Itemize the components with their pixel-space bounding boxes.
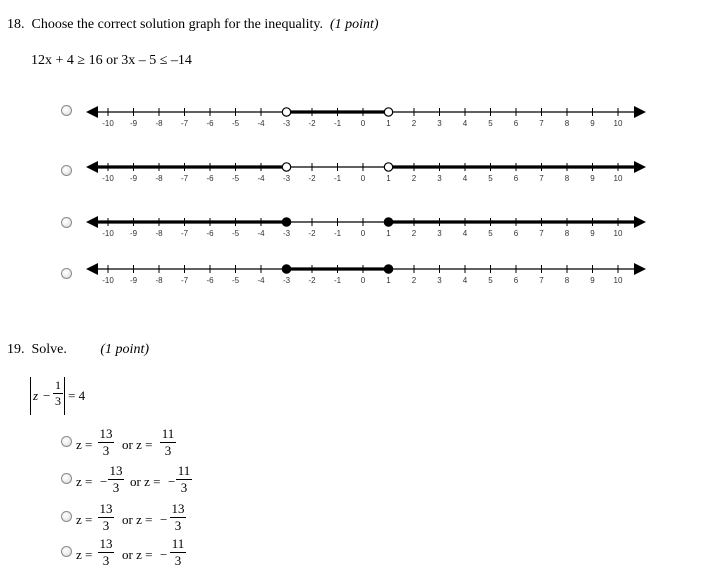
tick-label: 6: [513, 276, 519, 285]
question-19-heading: [7, 342, 149, 358]
tick-label: -6: [206, 229, 214, 238]
tick-label: -9: [129, 229, 138, 238]
tick-label: 6: [513, 229, 519, 238]
tick-label: -5: [231, 229, 240, 238]
tick-label: 5: [488, 174, 493, 183]
tick-label: -1: [333, 119, 342, 128]
radio-q19-option-4[interactable]: [61, 546, 72, 557]
tick-label: -5: [231, 174, 240, 183]
tick-label: 8: [564, 119, 570, 128]
abs-bar-left: [30, 377, 31, 415]
equation-variable: z: [33, 388, 39, 403]
radio-q19-option-2[interactable]: [61, 473, 72, 484]
question-prompt: Solve.: [31, 342, 67, 357]
tick-label: -7: [180, 229, 189, 238]
radio-q18-option-4[interactable]: [61, 268, 72, 279]
tick-label: 4: [462, 276, 468, 285]
tick-label: -3: [282, 229, 291, 238]
option-fraction-1: $\frac{13}{3}$: [109, 463, 123, 495]
tick-label: -8: [155, 174, 163, 183]
tick-label: 8: [564, 229, 570, 238]
right-endpoint-dot: [384, 265, 392, 273]
tick-label: -2: [308, 174, 316, 183]
tick-label: 4: [462, 229, 468, 238]
tick-label: -7: [180, 174, 189, 183]
tick-label: -1: [333, 276, 342, 285]
tick-label: 10: [613, 276, 623, 285]
tick-label: 6: [513, 174, 519, 183]
tick-label: 0: [360, 229, 366, 238]
question-prompt: Choose the correct solution graph for the inequality.: [31, 17, 323, 32]
number-line-option-4: [86, 259, 646, 287]
equation-fraction: [53, 378, 63, 409]
left-endpoint-dot: [282, 218, 290, 226]
tick-label: 10: [613, 229, 623, 238]
tick-label: -2: [308, 229, 316, 238]
tick-label: 1: [386, 229, 391, 238]
left-endpoint-dot: [282, 265, 290, 273]
points-label: (1 point): [329, 17, 379, 32]
tick-label: 10: [613, 119, 623, 128]
option-fraction-2: $\frac{11}{3}$: [177, 463, 191, 495]
tick-label: 8: [564, 174, 570, 183]
right-arrowhead: [634, 106, 646, 118]
tick-label: -8: [155, 229, 163, 238]
tick-label: 7: [539, 276, 544, 285]
right-arrowhead: [634, 263, 646, 275]
tick-label: 9: [590, 229, 595, 238]
tick-label: -8: [155, 119, 163, 128]
tick-label: 8: [564, 276, 570, 285]
tick-label: 3: [437, 174, 442, 183]
tick-label: -7: [180, 276, 189, 285]
tick-label: -1: [333, 174, 342, 183]
left-arrowhead: [86, 106, 98, 118]
tick-label: -7: [180, 119, 189, 128]
tick-label: -9: [129, 174, 138, 183]
tick-label: 5: [488, 119, 493, 128]
tick-label: 2: [411, 229, 417, 238]
left-arrowhead: [86, 263, 98, 275]
tick-label: 0: [360, 119, 366, 128]
option-fraction-2: $\frac{11}{3}$: [171, 536, 185, 568]
right-endpoint-dot: [384, 108, 392, 116]
tick-label: -10: [102, 229, 114, 238]
tick-label: 7: [539, 119, 544, 128]
question-number: 19.: [7, 342, 25, 357]
tick-label: -9: [129, 276, 138, 285]
inequality-expression: 12x + 4 ≥ 16 or 3x – 5 ≤ –14: [31, 53, 192, 68]
radio-q19-option-1[interactable]: [61, 436, 72, 447]
question-number: 18.: [7, 17, 25, 32]
radio-q18-option-1[interactable]: [61, 105, 72, 116]
option-fraction-1: $\frac{13}{3}$: [99, 426, 113, 458]
right-endpoint-dot: [384, 218, 392, 226]
number-line-option-3: [86, 212, 646, 240]
left-endpoint-dot: [282, 108, 290, 116]
radio-q19-option-3[interactable]: [61, 511, 72, 522]
option-fraction-2: $\frac{13}{3}$: [171, 501, 185, 533]
tick-label: -10: [102, 276, 114, 285]
points-label: (1 point): [100, 342, 149, 357]
tick-label: -4: [257, 229, 265, 238]
tick-label: 0: [360, 276, 366, 285]
tick-label: 6: [513, 119, 519, 128]
tick-label: -6: [206, 119, 214, 128]
fraction-denominator: 3: [55, 394, 61, 408]
tick-label: 1: [386, 119, 391, 128]
tick-label: 1: [386, 276, 391, 285]
tick-label: 2: [411, 276, 417, 285]
equation-rhs: = 4: [68, 388, 86, 403]
tick-label: -3: [282, 276, 291, 285]
tick-label: -3: [282, 174, 291, 183]
tick-label: 4: [462, 119, 468, 128]
tick-label: 3: [437, 119, 442, 128]
tick-label: -6: [206, 276, 214, 285]
tick-label: -8: [155, 276, 163, 285]
right-endpoint-dot: [384, 163, 392, 171]
tick-label: -2: [308, 276, 316, 285]
tick-label: -9: [129, 119, 138, 128]
number-line-option-2: [86, 157, 646, 185]
number-line-option-1: [86, 102, 646, 130]
tick-label: -4: [257, 119, 265, 128]
tick-label: -1: [333, 229, 342, 238]
tick-label: -5: [231, 276, 240, 285]
tick-label: 2: [411, 119, 417, 128]
tick-label: 9: [590, 119, 595, 128]
left-endpoint-dot: [282, 163, 290, 171]
tick-label: 5: [488, 229, 493, 238]
tick-label: -4: [257, 276, 265, 285]
tick-label: -10: [102, 119, 114, 128]
tick-label: 7: [539, 229, 544, 238]
tick-label: 3: [437, 276, 442, 285]
question-18-heading: [7, 17, 379, 33]
tick-label: 10: [613, 174, 623, 183]
equation-minus: −: [43, 388, 51, 403]
tick-label: 9: [590, 276, 595, 285]
option-fraction-1: $\frac{13}{3}$: [99, 501, 113, 533]
tick-label: 2: [411, 174, 417, 183]
fraction-numerator: 1: [55, 378, 61, 392]
option-fraction-2: $\frac{11}{3}$: [161, 426, 175, 458]
tick-label: 5: [488, 276, 493, 285]
tick-label: 3: [437, 229, 442, 238]
tick-label: 7: [539, 174, 544, 183]
radio-q18-option-2[interactable]: [61, 165, 72, 176]
radio-q18-option-3[interactable]: [61, 217, 72, 228]
tick-label: -5: [231, 119, 240, 128]
option-fraction-1: $\frac{13}{3}$: [99, 536, 113, 568]
tick-label: -6: [206, 174, 214, 183]
abs-bar-right: [64, 377, 65, 415]
tick-label: -10: [102, 174, 114, 183]
tick-label: 0: [360, 174, 366, 183]
tick-label: 1: [386, 174, 391, 183]
tick-label: 9: [590, 174, 595, 183]
tick-label: 4: [462, 174, 468, 183]
tick-label: -3: [282, 119, 291, 128]
tick-label: -4: [257, 174, 265, 183]
tick-label: -2: [308, 119, 316, 128]
